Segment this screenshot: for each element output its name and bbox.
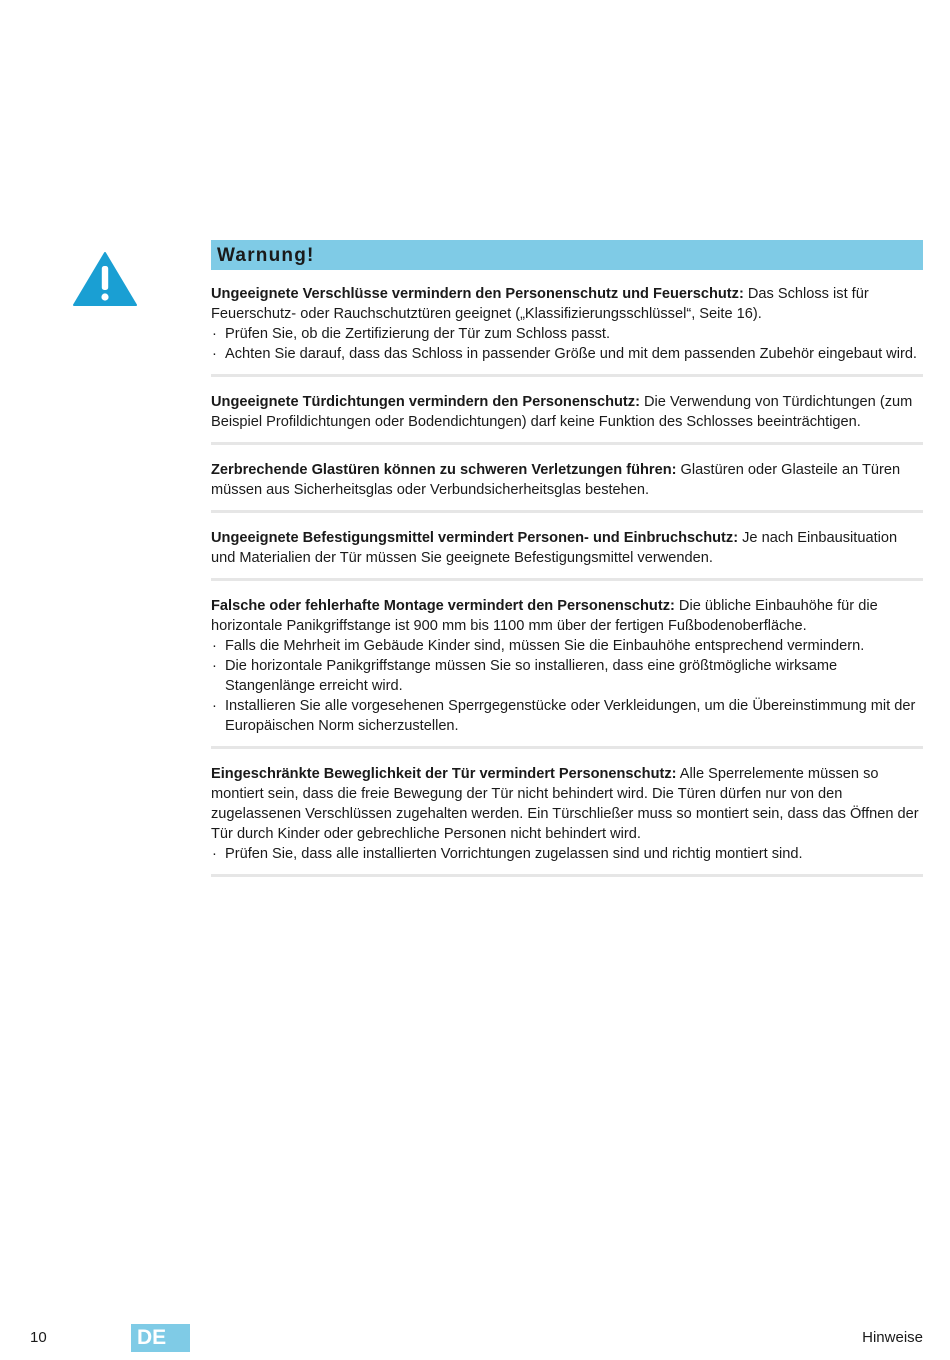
bullet-item: · Falls die Mehrheit im Gebäude Kinder sind, müssen Sie die Einbauhöhe entsprechend vermindern. xyxy=(211,636,923,656)
section-text: Die übliche Einbauhöhe für die horizontale Panikgriffstange ist 900 mm bis 1100 mm über der fertigen Fußbodenoberfläche. xyxy=(211,598,878,634)
section-paragraph xyxy=(211,596,923,636)
warning-title: Warnung! xyxy=(211,240,923,270)
language-badge: DE xyxy=(131,1324,190,1352)
bullet-item: · Installieren Sie alle vorgesehenen Sperrgegenstücke oder Verkleidungen, um die Übereinstimmung mit der Europäischen Norm sicherzustellen. xyxy=(211,696,923,736)
bullet-list xyxy=(211,324,923,364)
section-paragraph xyxy=(211,528,923,568)
warning-section xyxy=(211,764,923,877)
section-paragraph xyxy=(211,764,923,844)
section-text: Glastüren oder Glasteile an Türen müssen aus Sicherheitsglas oder Verbundsicherheitsglas bestehen. xyxy=(211,462,901,498)
warning-section xyxy=(211,392,923,445)
warning-section xyxy=(211,460,923,513)
section-text: Alle Sperrelemente müssen so montiert sein, dass die freie Bewegung der Tür nicht behindert wird. Die Türen dürfen nur von den zugelassenen Verschlüssen zugehalten werden. Ein Türschließer muss so montiert sein, dass das Öffnen der Tür durch Kinder oder gebrechliche Personen nicht behindert wird. xyxy=(211,766,919,842)
section-lead: Zerbrechende Glastüren können zu schweren Verletzungen führen: xyxy=(211,462,677,478)
section-paragraph xyxy=(211,392,923,432)
page-number: 10 xyxy=(30,1329,47,1346)
section-paragraph xyxy=(211,284,923,324)
section-lead: Ungeeignete Türdichtungen vermindern den Personenschutz: xyxy=(211,394,640,410)
section-text: Die Verwendung von Türdichtungen (zum Beispiel Profildichtungen oder Bodendichtungen) darf keine Funktion des Schlosses beeinträchtigen. xyxy=(211,394,913,430)
section-lead: Ungeeignete Verschlüsse vermindern den Personenschutz und Feuerschutz: xyxy=(211,286,744,302)
warning-section xyxy=(211,596,923,749)
section-lead: Eingeschränkte Beweglichkeit der Tür vermindert Personenschutz: xyxy=(211,766,677,782)
warning-triangle-icon xyxy=(72,251,138,307)
warning-section xyxy=(211,284,923,377)
bullet-item: · Achten Sie darauf, dass das Schloss in passender Größe und mit dem passenden Zubehör eingebaut wird. xyxy=(211,344,923,364)
bullet-item: · Die horizontale Panikgriffstange müssen Sie so installieren, dass eine größtmögliche wirksame Stangenlänge erreicht wird. xyxy=(211,656,923,696)
bullet-item: · Prüfen Sie, ob die Zertifizierung der Tür zum Schloss passt. xyxy=(211,324,923,344)
warning-sections xyxy=(211,284,923,877)
warning-box xyxy=(211,240,923,877)
section-name: Hinweise xyxy=(862,1329,923,1346)
bullet-list xyxy=(211,636,923,736)
section-lead: Falsche oder fehlerhafte Montage vermindert den Personenschutz: xyxy=(211,598,675,614)
warning-section xyxy=(211,528,923,581)
section-text: Das Schloss ist für Feuerschutz- oder Rauchschutztüren geeignet („Klassifizierungsschlüssel“, Seite 16). xyxy=(211,286,869,322)
section-paragraph xyxy=(211,460,923,500)
bullet-item: · Prüfen Sie, dass alle installierten Vorrichtungen zugelassen sind und richtig montiert sind. xyxy=(211,844,923,864)
section-lead: Ungeeignete Befestigungsmittel vermindert Personen- und Einbruchschutz: xyxy=(211,530,739,546)
bullet-list xyxy=(211,844,923,864)
section-text: Je nach Einbausituation und Materialien der Tür müssen Sie geeignete Befestigungsmittel verwenden. xyxy=(211,530,898,566)
